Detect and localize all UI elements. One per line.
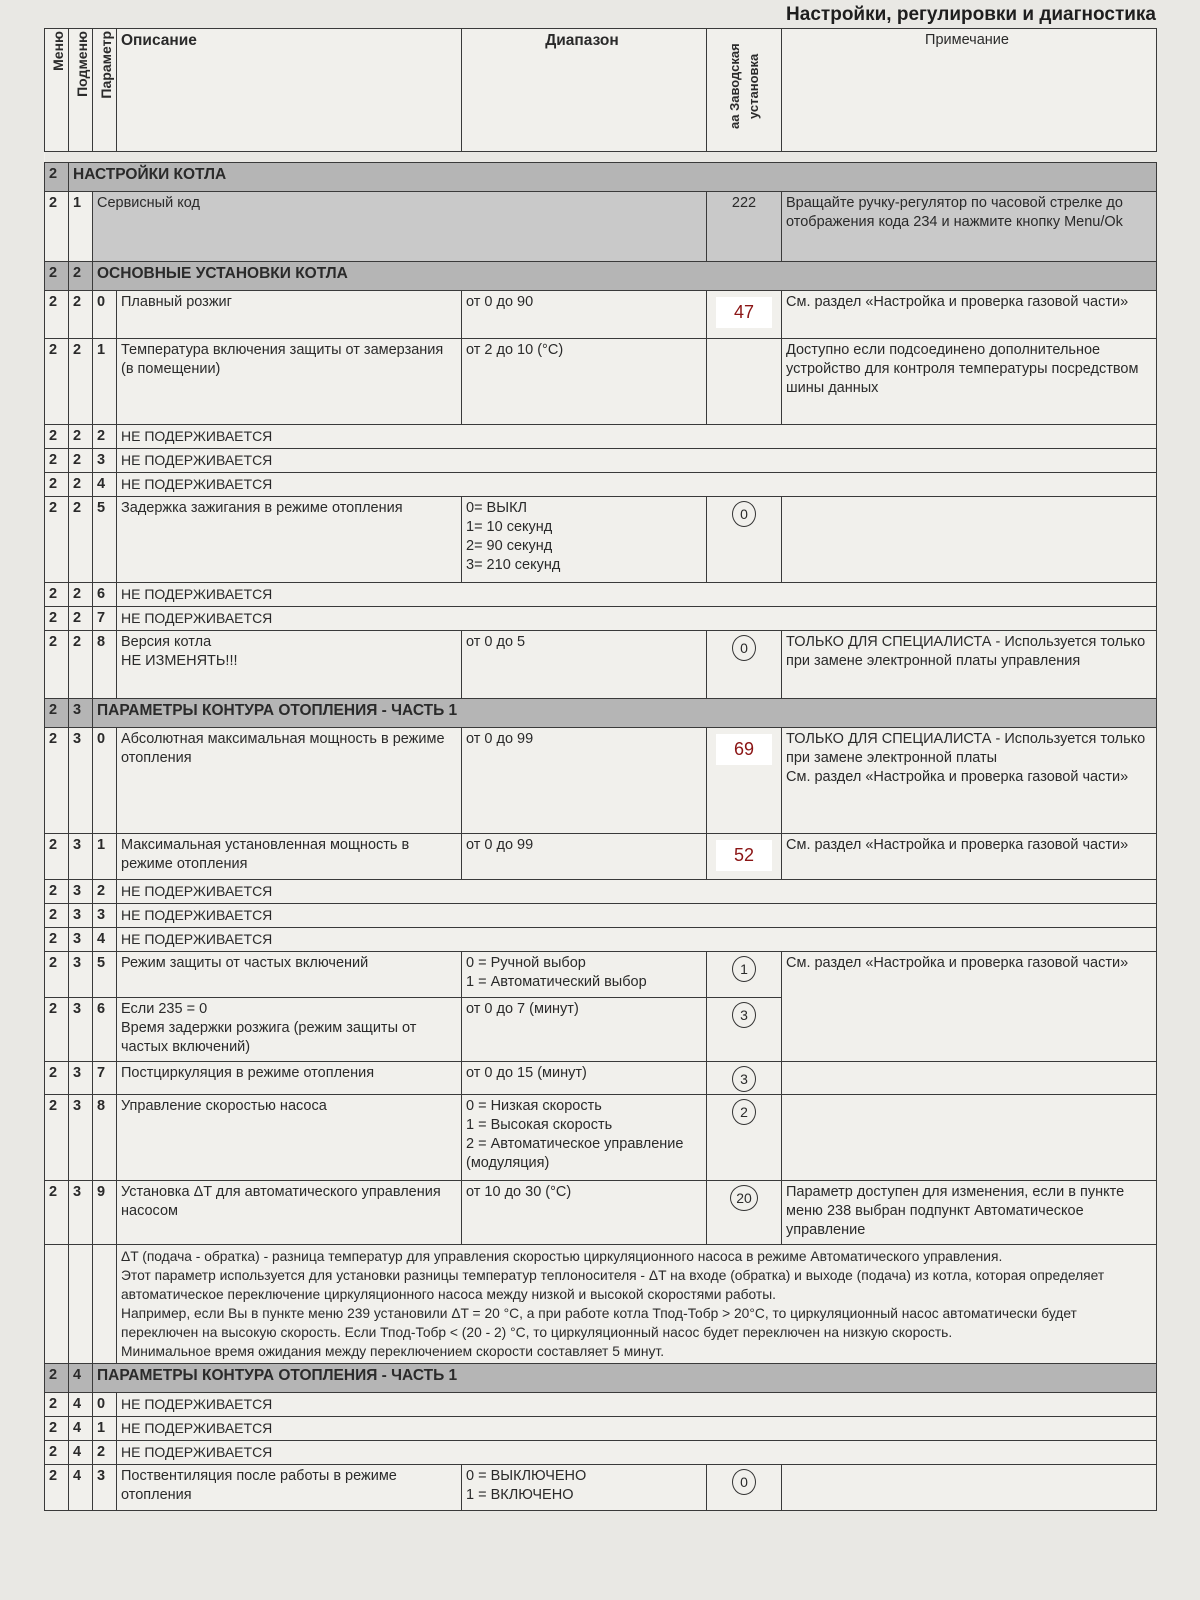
cell-param: 5 (93, 952, 117, 998)
cell-factory (707, 1095, 782, 1181)
cell-menu: 2 (45, 449, 69, 473)
cell-menu: 2 (45, 904, 69, 928)
cell-desc: НЕ ПОДЕРЖИВАЕТСЯ (117, 473, 1157, 497)
cell-menu: 2 (45, 291, 69, 339)
table-row (45, 192, 1157, 262)
cell-note (782, 1095, 1157, 1181)
cell-desc: Температура включения защиты от замерзания (в помещении) (117, 339, 462, 425)
cell-param: 3 (93, 904, 117, 928)
factory-value-box: 69 (716, 734, 772, 765)
cell-range: от 0 до 90 (462, 291, 707, 339)
cell-menu: 2 (45, 880, 69, 904)
table-row (45, 1417, 1157, 1441)
cell-desc: НЕ ПОДЕРЖИВАЕТСЯ (117, 928, 1157, 952)
table-row (45, 425, 1157, 449)
col-header-factory: аа Заводская установка (707, 29, 782, 152)
cell-submenu: 2 (69, 607, 93, 631)
cell-menu: 2 (45, 1441, 69, 1465)
cell-desc: НЕ ПОДЕРЖИВАЕТСЯ (117, 1441, 1157, 1465)
cell-desc: Плавный розжиг (117, 291, 462, 339)
cell-factory (707, 631, 782, 699)
cell-menu: 2 (45, 1417, 69, 1441)
cell-param: 7 (93, 1062, 117, 1095)
cell-menu: 2 (45, 425, 69, 449)
cell-note: Вращайте ручку-регулятор по часовой стрелке до отображения кода 234 и нажмите кнопку Menu/Ok (782, 192, 1157, 262)
cell-submenu: 3 (69, 699, 93, 728)
circled-value: 0 (732, 1469, 756, 1495)
cell-menu: 2 (45, 834, 69, 880)
cell-submenu: 2 (69, 262, 93, 291)
section-row (45, 163, 1157, 192)
cell-note: Параметр доступен для изменения, если в пункте меню 238 выбран подпункт Автоматическое управление (782, 1181, 1157, 1245)
cell-menu: 2 (45, 928, 69, 952)
factory-value-box: 52 (716, 840, 772, 871)
section-title: НАСТРОЙКИ КОТЛА (69, 163, 1157, 192)
cell-param: 3 (93, 449, 117, 473)
cell-menu: 2 (45, 1062, 69, 1095)
cell-submenu: 3 (69, 904, 93, 928)
cell-submenu: 3 (69, 928, 93, 952)
cell-factory (707, 998, 782, 1062)
table-row (45, 880, 1157, 904)
table-row (45, 339, 1157, 425)
table-row (45, 1095, 1157, 1181)
cell-range: от 0 до 15 (минут) (462, 1062, 707, 1095)
cell-factory (707, 291, 782, 339)
cell-submenu: 2 (69, 473, 93, 497)
settings-table (44, 28, 1157, 1511)
cell-menu: 2 (45, 583, 69, 607)
cell-factory: 222 (707, 192, 782, 262)
circled-value: 3 (732, 1066, 756, 1092)
section-title: ПАРАМЕТРЫ КОНТУРА ОТОПЛЕНИЯ - ЧАСТЬ 1 (93, 1364, 1157, 1393)
cell-param: 8 (93, 1095, 117, 1181)
cell-param: 2 (93, 425, 117, 449)
cell-menu: 2 (45, 1364, 69, 1393)
table-header-row (45, 29, 1157, 152)
cell-param: 0 (93, 291, 117, 339)
cell-range: 0 = Низкая скорость 1 = Высокая скорость 2 = Автоматическое управление (модуляция) (462, 1095, 707, 1181)
table-row (45, 631, 1157, 699)
cell-factory (707, 1181, 782, 1245)
delta-t-explanation: ΔT (подача - обратка) - разница температур для управления скоростью циркуляционного насоса в режиме Автоматического управления. Этот параметр используется для установки разницы температур теплоносителя - ΔT на входе (обратка) и выходе (подача) из котла, которая определяет автоматическое переключение циркуляционного насоса между низкой и высокой скоростями работы. Например, если Вы в пункте меню 239 установили ΔT = 20 °C, а при работе котла Тпод-Тобр > 20°C, то циркуляционный насос автоматически будет переключен на высокую скорость. Если Тпод-Тобр < (20 - 2) °C, то циркуляционный насос будет переключен на низкую скорость. Минимальное время ожидания между переключением скорости составляет 5 минут. (117, 1245, 1157, 1364)
table-row (45, 952, 1157, 998)
table-row (45, 497, 1157, 583)
table-row (45, 583, 1157, 607)
header-gap (45, 152, 1157, 163)
cell-submenu: 3 (69, 1062, 93, 1095)
cell-param: 9 (93, 1181, 117, 1245)
table-row (45, 728, 1157, 834)
cell-menu: 2 (45, 699, 69, 728)
cell-submenu: 2 (69, 631, 93, 699)
cell-menu: 2 (45, 1393, 69, 1417)
cell-submenu (69, 1245, 93, 1364)
col-header-range: Диапазон (462, 29, 707, 152)
table-row (45, 1245, 1157, 1364)
cell-desc: Установка ΔT для автоматического управления насосом (117, 1181, 462, 1245)
cell-range: 0 = ВЫКЛЮЧЕНО 1 = ВКЛЮЧЕНО (462, 1465, 707, 1511)
col-header-submenu: Подменю (69, 29, 93, 152)
cell-submenu: 2 (69, 583, 93, 607)
cell-note: См. раздел «Настройка и проверка газовой части» (782, 291, 1157, 339)
cell-desc: Задержка зажигания в режиме отопления (117, 497, 462, 583)
cell-range: от 0 до 5 (462, 631, 707, 699)
cell-submenu: 3 (69, 834, 93, 880)
cell-desc: Сервисный код (93, 192, 707, 262)
table-row (45, 449, 1157, 473)
cell-factory (707, 497, 782, 583)
cell-submenu: 4 (69, 1417, 93, 1441)
cell-menu: 2 (45, 262, 69, 291)
table-row (45, 928, 1157, 952)
cell-submenu: 3 (69, 952, 93, 998)
cell-range: от 0 до 99 (462, 834, 707, 880)
cell-param: 5 (93, 497, 117, 583)
cell-submenu: 3 (69, 728, 93, 834)
cell-desc: НЕ ПОДЕРЖИВАЕТСЯ (117, 904, 1157, 928)
cell-desc: Если 235 = 0 Время задержки розжига (режим защиты от частых включений) (117, 998, 462, 1062)
cell-note: См. раздел «Настройка и проверка газовой части» (782, 834, 1157, 880)
section-row (45, 699, 1157, 728)
cell-desc: НЕ ПОДЕРЖИВАЕТСЯ (117, 449, 1157, 473)
cell-submenu: 3 (69, 1095, 93, 1181)
col-header-desc: Описание (117, 29, 462, 152)
cell-desc: Управление скоростью насоса (117, 1095, 462, 1181)
cell-submenu: 2 (69, 339, 93, 425)
col-header-note: Примечание (782, 29, 1157, 152)
cell-submenu: 3 (69, 1181, 93, 1245)
cell-submenu: 2 (69, 449, 93, 473)
cell-factory (707, 952, 782, 998)
circled-value: 3 (732, 1002, 756, 1028)
cell-param: 2 (93, 1441, 117, 1465)
table-row (45, 1181, 1157, 1245)
table-row (45, 1465, 1157, 1511)
cell-note: ТОЛЬКО ДЛЯ СПЕЦИАЛИСТА - Используется только при замене электронной платы управления (782, 631, 1157, 699)
cell-factory (707, 339, 782, 425)
cell-factory (707, 834, 782, 880)
cell-desc: НЕ ПОДЕРЖИВАЕТСЯ (117, 607, 1157, 631)
cell-menu: 2 (45, 339, 69, 425)
col-header-param: Параметр (93, 29, 117, 152)
cell-menu: 2 (45, 998, 69, 1062)
cell-menu: 2 (45, 728, 69, 834)
cell-menu: 2 (45, 607, 69, 631)
cell-range: от 0 до 99 (462, 728, 707, 834)
cell-param (93, 1245, 117, 1364)
cell-param: 6 (93, 998, 117, 1062)
cell-desc: НЕ ПОДЕРЖИВАЕТСЯ (117, 1417, 1157, 1441)
cell-param: 1 (93, 834, 117, 880)
cell-param: 1 (93, 339, 117, 425)
cell-param: 6 (93, 583, 117, 607)
cell-desc: НЕ ПОДЕРЖИВАЕТСЯ (117, 1393, 1157, 1417)
cell-desc: Постциркуляция в режиме отопления (117, 1062, 462, 1095)
cell-param: 4 (93, 928, 117, 952)
circled-value: 2 (732, 1099, 756, 1125)
circled-value: 0 (732, 635, 756, 661)
cell-range: 0 = Ручной выбор 1 = Автоматический выбор (462, 952, 707, 998)
section-title: ПАРАМЕТРЫ КОНТУРА ОТОПЛЕНИЯ - ЧАСТЬ 1 (93, 699, 1157, 728)
section-title: ОСНОВНЫЕ УСТАНОВКИ КОТЛА (93, 262, 1157, 291)
cell-menu: 2 (45, 497, 69, 583)
circled-value: 0 (732, 501, 756, 527)
cell-factory (707, 1465, 782, 1511)
cell-submenu: 4 (69, 1393, 93, 1417)
cell-range: от 2 до 10 (°C) (462, 339, 707, 425)
cell-menu: 2 (45, 952, 69, 998)
table-row (45, 904, 1157, 928)
table-row (45, 1393, 1157, 1417)
cell-submenu: 2 (69, 497, 93, 583)
factory-value-box: 47 (716, 297, 772, 328)
cell-submenu: 4 (69, 1441, 93, 1465)
cell-note (782, 1062, 1157, 1095)
cell-param: 3 (93, 1465, 117, 1511)
table-row (45, 834, 1157, 880)
cell-note: Доступно если подсоединено дополнительное устройство для контроля температуры посредством шины данных (782, 339, 1157, 425)
cell-submenu: 2 (69, 425, 93, 449)
cell-factory (707, 728, 782, 834)
page-title: Настройки, регулировки и диагностика (786, 4, 1156, 25)
cell-submenu: 2 (69, 291, 93, 339)
cell-param: 0 (93, 1393, 117, 1417)
cell-desc: НЕ ПОДЕРЖИВАЕТСЯ (117, 880, 1157, 904)
cell-desc: НЕ ПОДЕРЖИВАЕТСЯ (117, 425, 1157, 449)
cell-menu (45, 1245, 69, 1364)
cell-submenu: 3 (69, 998, 93, 1062)
section-row (45, 262, 1157, 291)
cell-desc: Абсолютная максимальная мощность в режиме отопления (117, 728, 462, 834)
cell-note: См. раздел «Настройка и проверка газовой части» (782, 952, 1157, 1062)
cell-menu: 2 (45, 1095, 69, 1181)
cell-submenu: 4 (69, 1465, 93, 1511)
cell-desc: Максимальная установленная мощность в режиме отопления (117, 834, 462, 880)
table-row (45, 1441, 1157, 1465)
cell-note (782, 1465, 1157, 1511)
cell-menu: 2 (45, 473, 69, 497)
cell-menu: 2 (45, 631, 69, 699)
circled-value: 1 (732, 956, 756, 982)
cell-menu: 2 (45, 192, 69, 262)
cell-submenu: 1 (69, 192, 93, 262)
table-row (45, 291, 1157, 339)
col-header-menu: Меню (45, 29, 69, 152)
cell-desc: Режим защиты от частых включений (117, 952, 462, 998)
cell-param: 7 (93, 607, 117, 631)
cell-range: 0= ВЫКЛ 1= 10 секунд 2= 90 секунд 3= 210 секунд (462, 497, 707, 583)
table-row (45, 1062, 1157, 1095)
cell-desc: Поствентиляция после работы в режиме отопления (117, 1465, 462, 1511)
cell-note (782, 497, 1157, 583)
cell-note: ТОЛЬКО ДЛЯ СПЕЦИАЛИСТА - Используется только при замене электронной платы См. раздел «Настройка и проверка газовой части» (782, 728, 1157, 834)
cell-submenu: 3 (69, 880, 93, 904)
cell-menu: 2 (45, 1181, 69, 1245)
table-row (45, 607, 1157, 631)
cell-menu: 2 (45, 163, 69, 192)
cell-desc: НЕ ПОДЕРЖИВАЕТСЯ (117, 583, 1157, 607)
cell-desc: Версия котла НЕ ИЗМЕНЯТЬ!!! (117, 631, 462, 699)
cell-param: 1 (93, 1417, 117, 1441)
cell-factory (707, 1062, 782, 1095)
cell-param: 4 (93, 473, 117, 497)
cell-range: от 10 до 30 (°C) (462, 1181, 707, 1245)
section-row (45, 1364, 1157, 1393)
table-row (45, 473, 1157, 497)
cell-param: 0 (93, 728, 117, 834)
cell-param: 8 (93, 631, 117, 699)
cell-range: от 0 до 7 (минут) (462, 998, 707, 1062)
cell-menu: 2 (45, 1465, 69, 1511)
cell-param: 2 (93, 880, 117, 904)
cell-submenu: 4 (69, 1364, 93, 1393)
circled-value: 20 (730, 1185, 758, 1211)
